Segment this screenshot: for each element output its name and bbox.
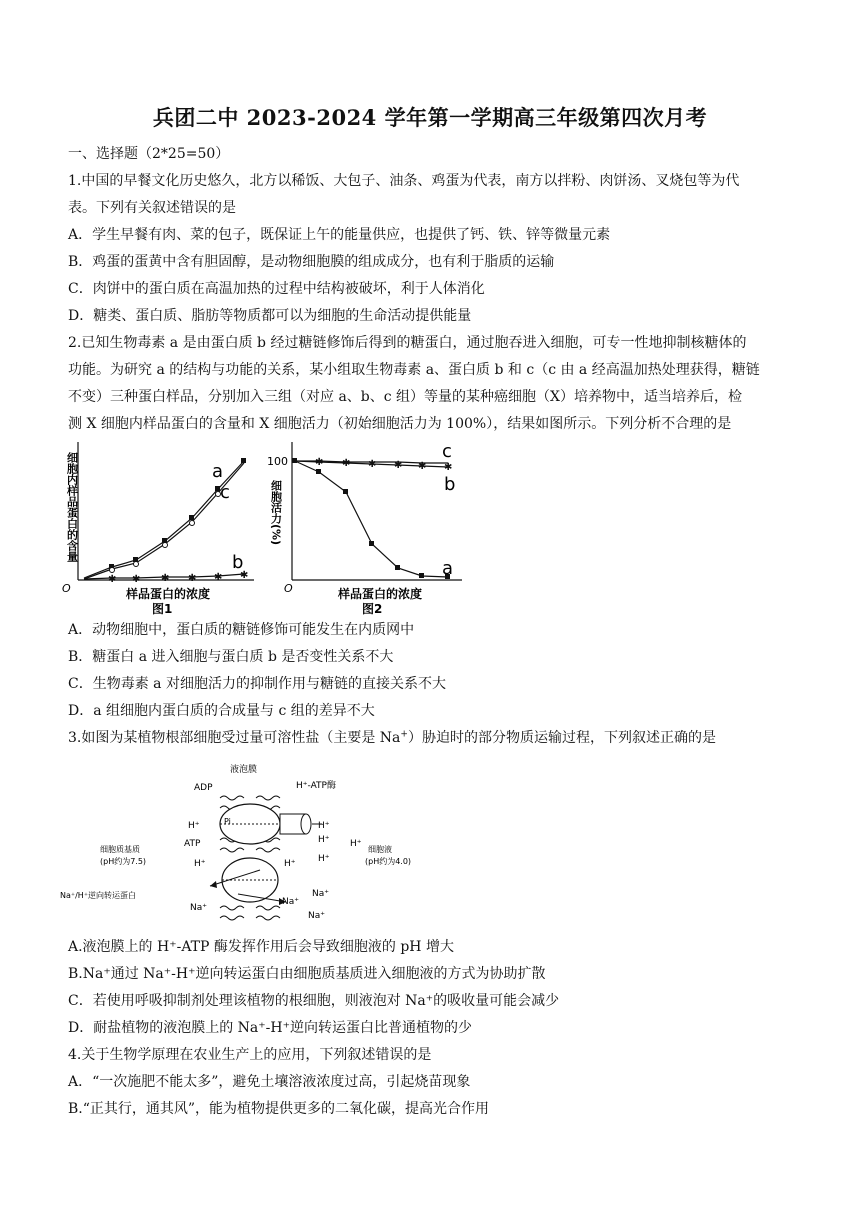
- fig3-h-vac-1: H⁺: [318, 835, 330, 845]
- fig3-atpase-tube-end: [301, 814, 311, 834]
- q4-option-b: B.“正其行，通其风”，能为植物提供更多的二氧化碳，提高光合作用: [68, 1101, 490, 1117]
- q2-stem-line1: 2.已知生物毒素 a 是由蛋白质 b 经过糖链修饰后得到的糖蛋白，通过胞吞进入细胞，可专一性地抑制核糖体的: [68, 335, 747, 351]
- q4-stem: 4.关于生物学原理在农业生产上的应用，下列叙述错误的是: [68, 1047, 432, 1063]
- q1-option-a: A．学生早餐有肉、菜的包子，既保证上午的能量供应，也提供了钙、铁、锌等微量元素: [68, 227, 611, 243]
- fig2-marker-a: [316, 469, 321, 474]
- fig1-label-b: b: [232, 552, 244, 573]
- fig2-origin: O: [284, 582, 293, 595]
- fig3-antiporter-label: Na⁺/H⁺逆向转运蛋白: [60, 891, 137, 900]
- fig3-cytosol-label: 细胞质基质: [100, 845, 140, 854]
- fig3-vacuole-ph: (pH约为4.0): [365, 857, 412, 866]
- fig2-marker-b: ✱: [368, 459, 377, 470]
- fig1-caption: 图1: [152, 602, 173, 616]
- figure-3-diagram: [60, 762, 420, 932]
- fig2-caption: 图2: [362, 602, 383, 616]
- fig1-ylabel: 细胞内样品蛋白的含量: [65, 452, 79, 562]
- q2-option-d: D．a 组细胞内蛋白质的合成量与 c 组的差异不大: [68, 703, 375, 719]
- fig2-label-c: c: [442, 441, 452, 462]
- fig2-marker-b: ✱: [342, 458, 351, 469]
- fig1-marker-c: [110, 568, 115, 573]
- fig1-marker-b: ✱: [132, 574, 141, 585]
- fig1-marker-b: ✱: [161, 573, 170, 584]
- fig3-cytosol-ph: (pH约为7.5): [100, 857, 147, 866]
- q1-option-d: D．糖类、蛋白质、脂肪等物质都可以为细胞的生命活动提供能量: [68, 308, 472, 324]
- fig1-marker-c: [134, 562, 139, 567]
- fig3-adp-label: ADP: [194, 783, 213, 793]
- q3-stem-sup: +: [400, 729, 408, 740]
- fig2-xlabel: 样品蛋白的浓度: [338, 587, 423, 601]
- fig3-h-right-label: H⁺: [318, 821, 330, 831]
- fig2-marker-a: [292, 458, 297, 463]
- fig1-label-c: c: [220, 482, 230, 503]
- q3-option-a: A.液泡膜上的 H⁺-ATP 酶发挥作用后会导致细胞液的 pH 增大: [68, 939, 454, 955]
- fig1-markers: [109, 458, 246, 573]
- fig1-marker-c: [190, 521, 195, 526]
- fig3-lipid: [256, 796, 280, 800]
- fig1-marker-b: ✱: [108, 574, 117, 585]
- q3-stem: [68, 729, 798, 747]
- fig2-marker-b: ✱: [444, 462, 453, 473]
- fig3-na-left: Na⁺: [190, 903, 207, 913]
- fig2-ytick: 100: [267, 455, 288, 468]
- q3-option-c: C．若使用呼吸抑制剂处理该植物的根细胞，则液泡对 Na⁺的吸收量可能会减少: [68, 993, 560, 1009]
- fig1-label-a: a: [212, 461, 224, 482]
- fig1-marker-c: [163, 543, 168, 548]
- fig3-lipid: [220, 906, 244, 910]
- q2-stem-line4: 测 X 细胞内样品蛋白的含量和 X 细胞活力（初始细胞活力为 100%），结果如图所示。下列分析不合理的是: [68, 416, 732, 432]
- fig1-origin: O: [62, 582, 71, 595]
- fig3-lipid: [220, 796, 244, 800]
- fig3-lipid: [256, 848, 280, 852]
- fig3-h-antiporter-vac: H⁺: [284, 859, 296, 869]
- fig3-atp-label: ATP: [184, 839, 201, 849]
- figure-2-chart: [262, 440, 472, 618]
- section-heading: 一、选择题（2*25=50）: [68, 146, 230, 162]
- fig3-lipid: [256, 906, 280, 910]
- q2-option-a: A．动物细胞中，蛋白质的糖链修饰可能发生在内质网中: [68, 622, 415, 638]
- q3-option-d: D．耐盐植物的液泡膜上的 Na⁺-H⁺逆向转运蛋白比普通植物的少: [68, 1020, 472, 1036]
- fig3-h-out-arrowhead: [210, 881, 217, 888]
- fig2-marker-b: ✱: [394, 460, 403, 471]
- fig3-atpase-label: H⁺-ATP酶: [296, 781, 336, 791]
- fig1-marker-a: [189, 515, 194, 520]
- fig3-lipid: [220, 848, 244, 852]
- q1-stem-line2: 表。下列有关叙述错误的是: [68, 200, 236, 216]
- fig3-h-vac-3: H⁺: [350, 839, 362, 849]
- q2-option-c: C．生物毒素 a 对细胞活力的抑制作用与糖链的直接关系不大: [68, 676, 446, 692]
- exam-title: 兵团二中 2023-2024 学年第一学期高三年级第四次月考: [152, 105, 708, 130]
- fig2-marker-a: [395, 565, 400, 570]
- fig3-h-vac-2: H⁺: [318, 854, 330, 864]
- q1-stem-line1: 1.中国的早餐文化历史悠久，北方以稀饭、大包子、油条、鸡蛋为代表，南方以拌粉、肉饼汤、叉烧包等为代: [68, 173, 740, 189]
- fig3-h-antiporter: H⁺: [194, 859, 206, 869]
- fig2-marker-a: [369, 541, 374, 546]
- figure-1-chart: [62, 440, 267, 618]
- q4-option-a: A．“一次施肥不能太多”，避免土壤溶液浓度过高，引起烧苗现象: [68, 1074, 471, 1090]
- fig3-lipid: [220, 916, 244, 920]
- fig3-vacuole-label: 细胞液: [368, 845, 392, 854]
- fig2-marker-b: ✱: [418, 461, 427, 472]
- fig2-marker-b: ✱: [315, 457, 324, 468]
- fig3-lipid: [256, 916, 280, 920]
- fig3-na-vac-1: Na⁺: [282, 897, 299, 907]
- fig3-membrane-label: 液泡膜: [230, 765, 258, 775]
- fig3-na-vac-2: Na⁺: [312, 889, 329, 899]
- fig3-pi-label: Pi: [224, 817, 231, 826]
- q2-option-b: B．糖蛋白 a 进入细胞与蛋白质 b 是否变性关系不大: [68, 649, 394, 665]
- fig1-marker-b: ✱: [240, 570, 249, 581]
- fig1-xlabel: 样品蛋白的浓度: [126, 587, 211, 601]
- fig2-curve-a: [295, 461, 448, 577]
- fig1-marker-a: [241, 458, 246, 463]
- q2-stem-line2: 功能。为研究 a 的结构与功能的关系，某小组取生物毒素 a、蛋白质 b 和 c（c 由 a 经高温加热处理获得，糖链: [68, 362, 760, 378]
- q3-stem-pre: 3.如图为某植物根部细胞受过量可溶性盐（主要是 Na: [68, 730, 401, 746]
- fig3-h-left-label: H⁺: [188, 821, 200, 831]
- fig2-markers: [292, 458, 453, 579]
- fig2-label-a: a: [442, 558, 454, 579]
- fig2-ylabel: 细胞活力(%): [269, 480, 283, 546]
- q2-stem-line3: 不变）三种蛋白样品，分别加入三组（对应 a、b、c 组）等量的某种癌细胞（X）培养物中，适当培养后，检: [68, 389, 743, 405]
- fig1-marker-b: ✱: [214, 572, 223, 583]
- fig1-marker-b: ✱: [188, 573, 197, 584]
- q3-option-b: B.Na⁺通过 Na⁺-H⁺逆向转运蛋白由细胞质基质进入细胞液的方式为协助扩散: [68, 966, 546, 982]
- fig2-marker-a: [419, 573, 424, 578]
- q1-option-b: B．鸡蛋的蛋黄中含有胆固醇，是动物细胞膜的组成成分，也有利于脂质的运输: [68, 254, 555, 270]
- q3-stem-post: ）胁迫时的部分物质运输过程，下列叙述正确的是: [407, 730, 716, 746]
- q1-option-c: C．肉饼中的蛋白质在高温加热的过程中结构被破坏，利于人体消化: [68, 281, 485, 297]
- fig2-marker-a: [343, 489, 348, 494]
- fig3-na-vac-3: Na⁺: [308, 911, 325, 921]
- fig2-label-b: b: [444, 474, 456, 495]
